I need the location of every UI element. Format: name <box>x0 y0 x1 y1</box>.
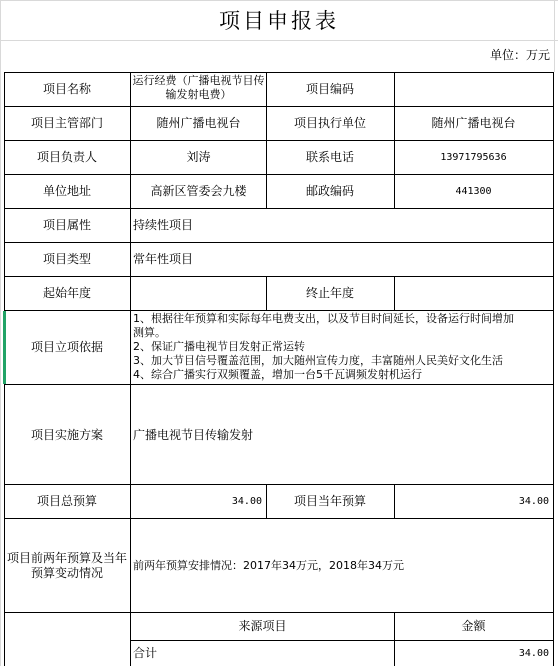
label-budget-history-line1: 项目前两年预算及当年 <box>6 551 127 565</box>
label-start-year: 起始年度 <box>42 286 91 300</box>
header-amount: 金额 <box>461 619 486 633</box>
value-supervising-dept[interactable]: 随州广播电视台 <box>156 116 241 130</box>
value-implementation-plan[interactable]: 广播电视节目传输发射 <box>133 428 254 442</box>
basis-line: 1、根据往年预算和实际每年电费支出，以及节目时间延长，设备运行时间增加 <box>133 312 514 325</box>
value-project-leader[interactable]: 刘涛 <box>186 150 211 164</box>
label-total-budget: 项目总预算 <box>36 494 97 508</box>
basis-line: 2、保证广播电视节目发射正常运转 <box>133 340 305 353</box>
label-project-basis: 项目立项依据 <box>30 340 103 354</box>
value-executing-unit[interactable]: 随州广播电视台 <box>431 116 516 130</box>
value-phone[interactable]: 13971795636 <box>440 152 507 163</box>
value-unit-address[interactable]: 高新区管委会九楼 <box>150 184 247 198</box>
value-project-attribute[interactable]: 持续性项目 <box>133 218 194 232</box>
basis-line: 测算。 <box>133 326 166 339</box>
value-project-type[interactable]: 常年性项目 <box>133 252 194 266</box>
value-postal-code[interactable]: 441300 <box>455 186 492 197</box>
label-current-year-budget: 项目当年预算 <box>293 494 366 508</box>
grid-line <box>0 40 558 41</box>
label-project-name: 项目名称 <box>42 82 91 96</box>
basis-line: 3、加大节目信号覆盖范围，加大随州宣传力度，丰富随州人民美好文化生活 <box>133 354 503 367</box>
label-project-code: 项目编码 <box>305 82 354 96</box>
value-current-year-budget[interactable]: 34.00 <box>518 496 549 507</box>
label-unit-address: 单位地址 <box>42 184 91 198</box>
value-total[interactable]: 34.00 <box>518 648 549 659</box>
label-executing-unit: 项目执行单位 <box>293 116 366 130</box>
value-total-budget[interactable]: 34.00 <box>231 496 262 507</box>
label-phone: 联系电话 <box>305 150 354 164</box>
label-total: 合计 <box>133 646 158 660</box>
grid-line <box>0 0 1 666</box>
unit-label: 单位：万元 <box>489 48 550 62</box>
label-project-attribute: 项目属性 <box>42 218 91 232</box>
value-project-name[interactable]: 运行经费（广播电视节目传输发射电费） <box>132 74 265 101</box>
label-budget-history-line2: 预算变动情况 <box>30 566 103 580</box>
value-budget-history[interactable]: 前两年预算安排情况：2017年34万元，2018年34万元 <box>133 559 404 572</box>
page-title: 项目申报表 <box>219 9 339 33</box>
grid-line <box>0 0 558 1</box>
label-postal-code: 邮政编码 <box>305 184 354 198</box>
label-implementation-plan: 项目实施方案 <box>30 428 103 442</box>
label-project-leader: 项目负责人 <box>36 150 97 164</box>
label-end-year: 终止年度 <box>305 286 354 300</box>
label-supervising-dept: 项目主管部门 <box>30 116 103 130</box>
basis-line: 4、综合广播实行双频覆盖，增加一台5千瓦调频发射机运行 <box>133 368 422 381</box>
header-source-item: 来源项目 <box>238 619 287 633</box>
label-project-type: 项目类型 <box>42 252 91 266</box>
